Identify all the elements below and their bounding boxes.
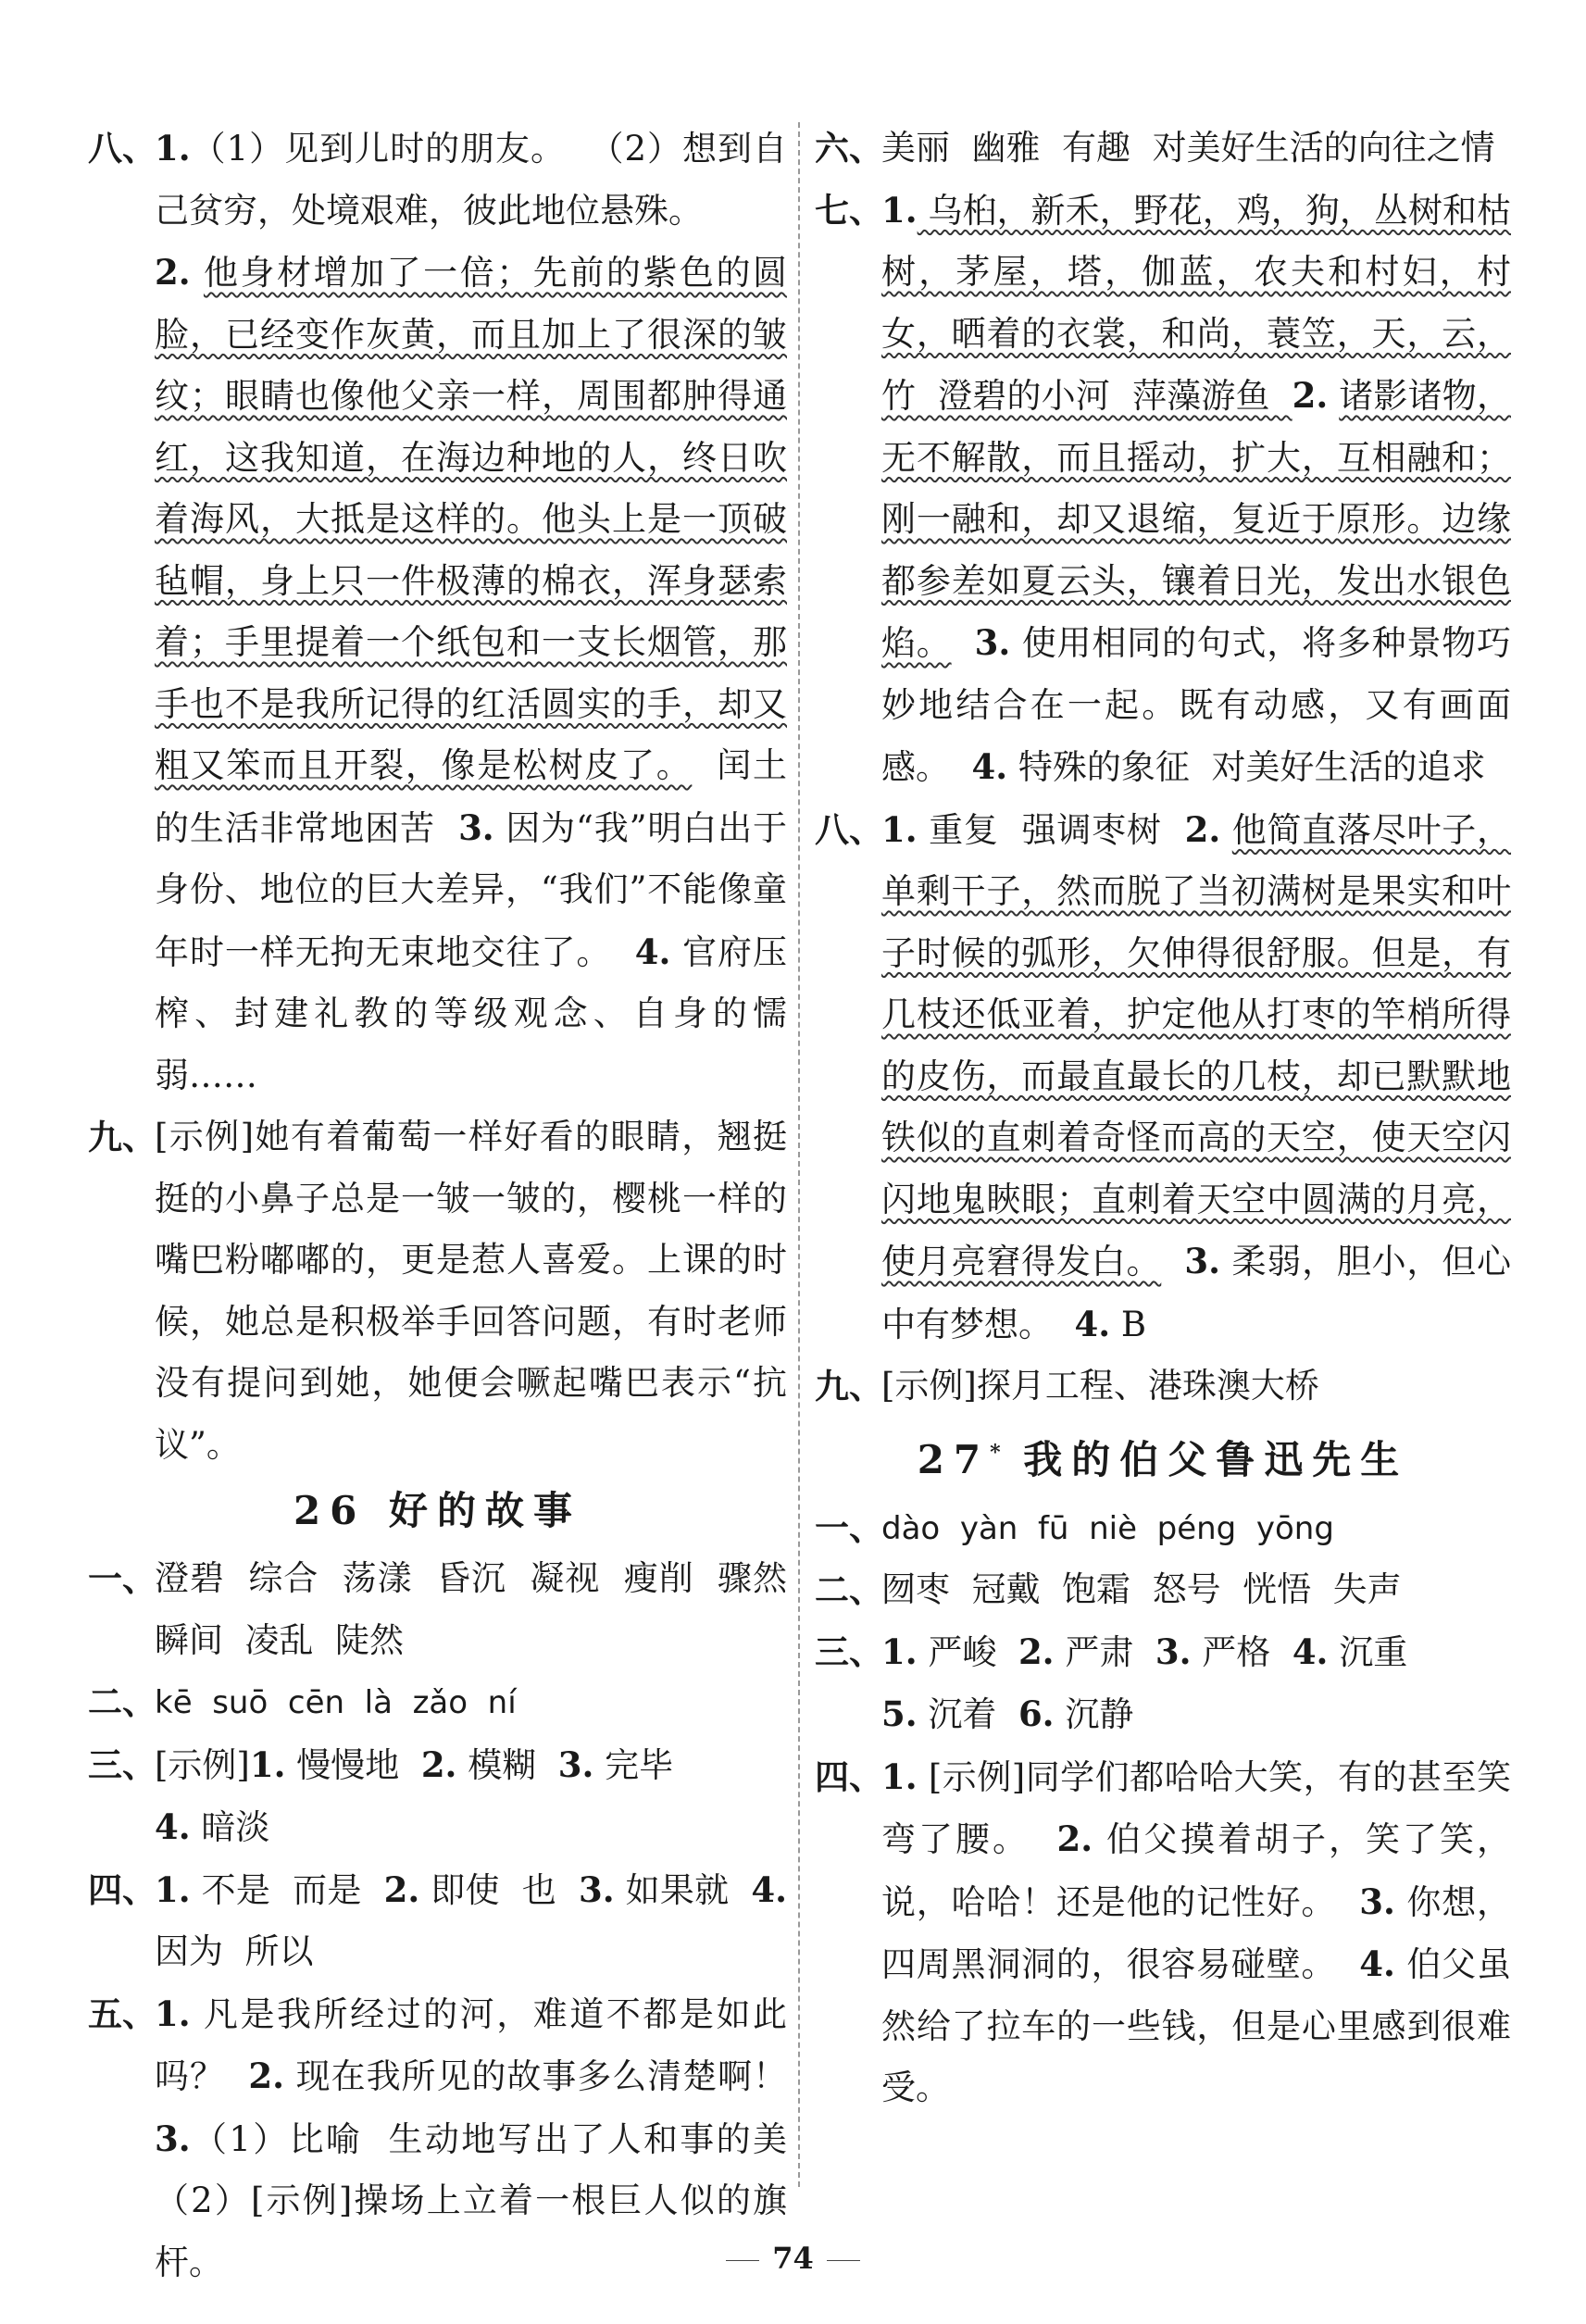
lesson-number: 27 [917,1436,991,1482]
column-divider [798,122,800,2187]
optional-mark: * [990,1440,1001,1465]
section-label: 三、 [88,1743,156,1785]
answer-text: 凡是我所经过的河，难道不都是如此吗？ [155,1993,787,2096]
item-number: 6. [1018,1693,1055,1734]
answer-text: [示例]探月工程、港珠澳大桥 [881,1366,1319,1406]
left-section-8 [88,118,787,1106]
section-label: 九、 [815,1366,883,1406]
section-label: 四、 [815,1755,883,1797]
answer-text: 严格 [1191,1631,1293,1672]
item-number: 2. [1184,808,1221,850]
right-section-7 [815,180,1511,799]
answer-text: 沉着 [917,1694,1018,1734]
answer-text: （1）见到儿时的朋友。 （2）想到自己贫穷，处境艰难，彼此地位悬殊。 [155,129,787,231]
section-label: 五、 [88,1993,156,2034]
section-label: 一、 [88,1558,156,1599]
right-section-9 [815,1356,1511,1418]
pinyin-answers: dào yàn fū niè péng yōng [881,1509,1334,1547]
item-number: 2. [383,1868,420,1910]
item-number: 3. [458,806,494,848]
item-number: 4. [1074,1303,1111,1344]
pinyin-answers: kē suō cēn là zǎo ní [155,1684,517,1721]
answer-text: 因为 所以 [155,1869,798,1971]
item-number: 2. [1292,375,1329,416]
left-q2 [88,1671,787,1734]
lesson-title-27 [815,1419,1511,1493]
item-number: 2. [155,252,191,293]
item-number: 1. [881,1631,918,1672]
section-label: 七、 [815,189,883,231]
item-number: 5. [881,1693,918,1734]
answer-text: 暗淡 [190,1807,270,1847]
left-q4 [88,1859,798,1983]
answer-text: 严肃 [1054,1631,1155,1672]
item-number: 2. [420,1743,457,1785]
answer-text: 完毕 [593,1744,695,1785]
item-number: 4. [155,1806,191,1847]
answer-text: 官府压榨、封建礼教的等级观念、自身的懦弱…… [155,931,788,1095]
answer-text: 沉静 [1054,1694,1134,1734]
answer-text: 美丽 幽雅 有趣 对美好生活的向往之情 [881,128,1495,168]
answer-text: 柔弱，胆小，但心中有梦想。 [881,1242,1511,1344]
example-tag: [示例] [155,1744,250,1785]
answer-text: 乌桕，新禾，野花，鸡，狗，丛树和枯树，茅屋，塔，伽蓝，农夫和村妇，村女，晒着的衣裳，和尚，蓑笠，天，云，竹 澄碧的小河 萍藻游鱼 [881,190,1511,416]
wavy-underlined-quote: 诸影诸物，无不解散，而且摇动，扩大，互相融和；刚一融和，却又退缩，复近于原形。边缘都参差如夏云头，镶着日光，发出水银色焰。 [881,376,1511,663]
item-number: 4. [1359,1943,1395,1984]
item-number: 3. [557,1743,594,1785]
answer-text: 现在我所见的故事多么清楚啊！ [283,2056,809,2096]
answer-text: （1）比喻 生动地写出了人和事的美 （2）[示例]操场上立着一根巨人似的旗杆。 [155,2118,809,2282]
answer-text: 重复 强调枣树 [917,809,1185,850]
item-number: 1. [881,189,918,231]
item-number: 4. [634,931,671,972]
right-q3 [815,1621,1511,1746]
right-section-8 [815,799,1511,1356]
answer-text: 如果就 [614,1869,752,1910]
answer-text: [示例]她有着葡萄一样好看的眼睛，翘挺挺的小鼻子总是一皱一皱的，樱桃一样的嘴巴粉嘟嘟的，更是惹人喜爱。上课的时候，她总是积极举手回答问题，有时老师没有提问到她，她便会噘起嘴巴表示“抗议”。 [155,1117,787,1465]
item-number: 2. [1018,1631,1055,1672]
item-number: 1. [155,128,191,169]
item-number: 3. [155,2118,191,2159]
answer-text: 特殊的象征 对美好生活的追求 [1007,747,1486,787]
item-number: 3. [1359,1880,1395,1922]
answer-text: 模糊 [456,1744,558,1785]
left-q1 [88,1548,809,1671]
right-q4 [815,1746,1511,2119]
right-q1 [815,1497,1511,1560]
item-number: 2. [248,2055,284,2096]
answer-text: 囫枣 冠戴 饱霜 怒号 恍悟 失声 [881,1569,1402,1609]
item-number: 4. [1292,1631,1329,1672]
right-section-6 [815,118,1511,180]
right-q2 [815,1559,1511,1621]
section-label: 二、 [88,1681,156,1722]
section-label: 八、 [88,128,156,169]
section-label: 三、 [815,1631,883,1672]
section-label: 二、 [815,1569,883,1610]
page-number: 74 [0,2241,1586,2276]
item-number: 2. [1056,1818,1093,1859]
answer-text: 不是 而是 [190,1869,384,1910]
answer-text: 使用相同的句式，将多种景物巧妙地结合在一起。既有动感，又有画面感。 [881,623,1511,787]
section-label: 八、 [815,808,883,850]
item-number: 1. [881,808,918,850]
item-number: 1. [881,1755,918,1797]
answer-text: B [1110,1304,1147,1344]
answer-text: 伯父摸着胡子，笑了笑，说，哈哈！还是他的记性好。 [881,1819,1511,1922]
answer-text: 即使 也 [419,1869,579,1910]
item-number: 3. [974,622,1011,663]
item-number: 3. [1155,1631,1192,1672]
section-label: 一、 [815,1506,883,1548]
answer-text: 严峻 [917,1631,1018,1672]
answer-text: 伯父虽然给了拉车的一些钱，但是心里感到很难受。 [881,1944,1511,2107]
item-number: 1. [249,1743,286,1785]
section-label: 六、 [815,128,883,169]
answer-text: 因为“我”明白出于身份、地位的巨大差异，“我们”不能像童年时一样无拘无束地交往了。 [155,807,787,972]
section-label: 九、 [88,1117,156,1157]
item-number: 4. [971,746,1008,787]
item-number: 1. [155,1868,191,1910]
item-number: 1. [155,1993,191,2034]
wavy-underlined-quote: 他身材增加了一倍；先前的紫色的圆脸，已经变作灰黄，而且加上了很深的皱纹；眼睛也像他父亲一样，周围都肿得通红，这我知道，在海边种地的人，终日吹着海风，大抵是这样的。他头上是一顶破毡帽，身上只一件极薄的棉衣，浑身瑟索着；手里提着一个纸包和一支长烟管，那手也不是我所记得的红活圆实的手，却又粗又笨而且开裂，像是松树皮了。 [155,253,788,785]
answer-text: 你想，四周黑洞洞的，很容易碰壁。 [881,1881,1511,1984]
lesson-title-26: 26 好的故事 [293,1488,582,1533]
section-label: 四、 [88,1868,156,1910]
answer-text: [示例]同学们都哈哈大笑，有的甚至笑弯了腰。 [881,1756,1511,1859]
answer-text: 沉重 [1328,1631,1430,1672]
answer-text: 澄碧 综合 荡漾 昏沉 凝视 瘦削 骤然 瞬间 凌乱 陡然 [155,1558,809,1660]
item-number: 3. [578,1868,615,1910]
right-column [815,118,1511,2119]
answer-text: 闰土的生活非常地困苦 [155,745,787,848]
item-number: 3. [1184,1241,1220,1281]
left-section-9 [88,1106,787,1476]
left-q3 [88,1734,787,1859]
wavy-underlined-quote: 他简直落尽叶子，单剩干子，然而脱了当初满树是果实和叶子时候的弧形，欠伸得很舒服。但是，有几枝还低亚着，护定他从打枣的竿梢所得的皮伤，而最直最长的几枝，却已默默地铁似的直刺着奇怪而高的天空，使天空闪闪地鬼䀹眼；直刺着天空中圆满的月亮，使月亮窘得发白。 [881,809,1512,1281]
lesson-name: 我的伯父鲁迅先生 [1023,1436,1409,1482]
answer-text: 慢慢地 [285,1744,421,1785]
item-number: 4. [751,1868,787,1910]
